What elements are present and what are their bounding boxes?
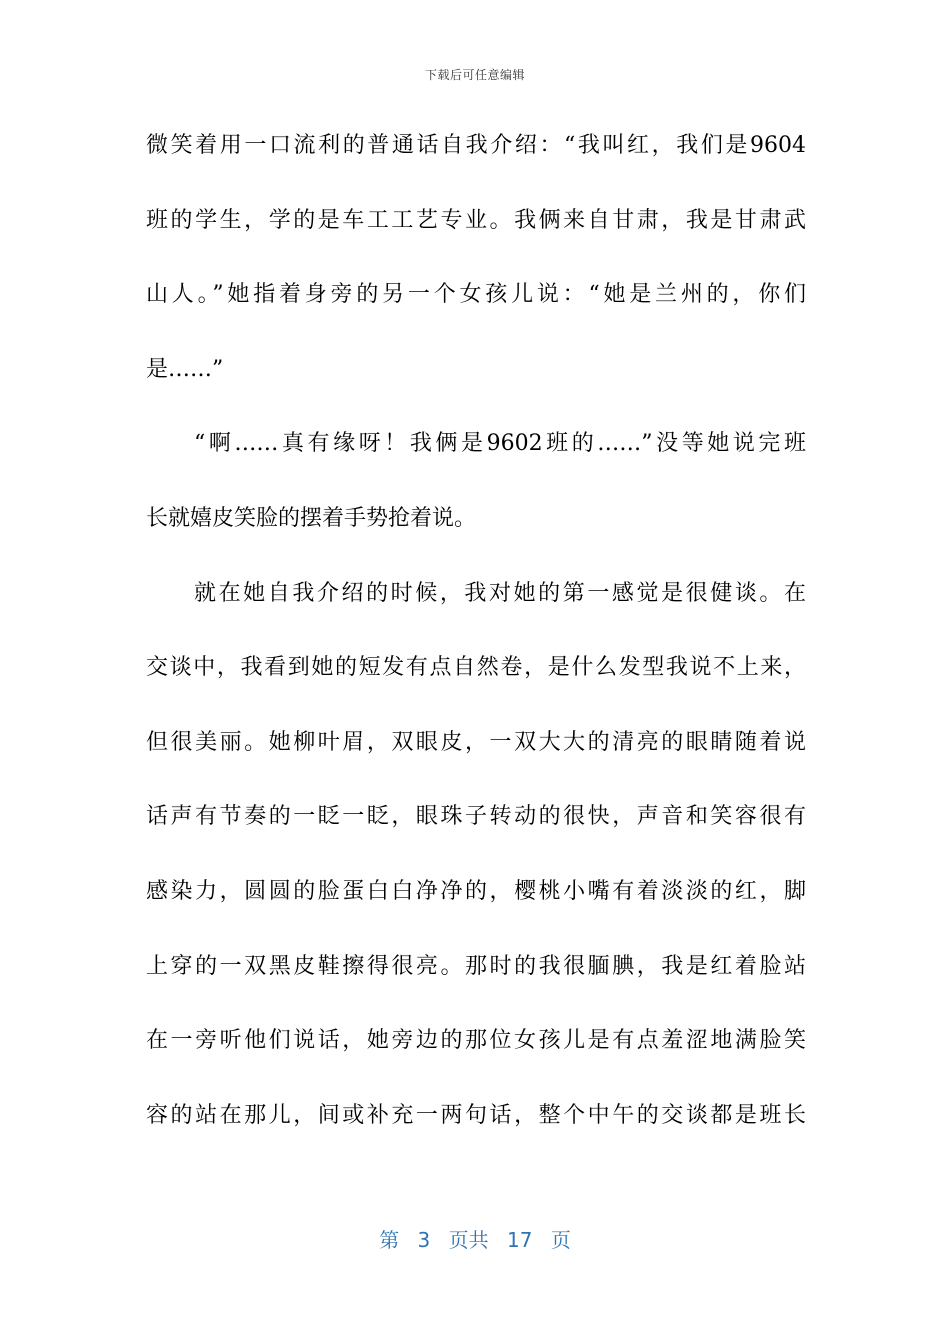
text-line: 交谈中，我看到她的短发有点自然卷，是什么发型我说不上来， xyxy=(146,655,806,681)
page-current: 3 xyxy=(417,1228,431,1252)
page-total: 17 xyxy=(507,1228,533,1252)
text-line: 班的学生，学的是车工工艺专业。我俩来自甘肃，我是甘肃武 xyxy=(146,207,806,233)
page-prefix: 第 xyxy=(379,1228,400,1252)
text-line: 话声有节奏的一眨一眨，眼珠子转动的很快，声音和笑容很有 xyxy=(146,804,806,830)
text-line: 是……” xyxy=(146,356,224,382)
text-line: 微笑着用一口流利的普通话自我介绍：“我叫红，我们是9604 xyxy=(146,133,806,158)
text-line: 就在她自我介绍的时候，我对她的第一感觉是很健谈。在 xyxy=(194,580,806,606)
text-line: “啊……真有缘呀！我俩是9602班的……”没等她说完班 xyxy=(194,431,806,457)
text-line: 容的站在那儿，间或补充一两句话，整个中午的交谈都是班长 xyxy=(146,1102,806,1128)
text-line: 在一旁听他们说话，她旁边的那位女孩儿是有点羞涩地满脸笑 xyxy=(146,1028,806,1054)
text-line: 山人。”她指着身旁的另一个女孩儿说：“她是兰州的，你们 xyxy=(146,282,806,308)
page-suffix: 页 xyxy=(550,1228,571,1252)
text-line: 长就嬉皮笑脸的摆着手势抢着说。 xyxy=(146,505,477,531)
text-line: 上穿的一双黑皮鞋擦得很亮。那时的我很腼腆，我是红着脸站 xyxy=(146,953,806,979)
page-number-footer xyxy=(0,1224,950,1253)
document-body xyxy=(146,120,806,1164)
text-line: 但很美丽。她柳叶眉，双眼皮，一双大大的清亮的眼睛随着说 xyxy=(146,729,806,755)
page-mid: 页共 xyxy=(448,1228,489,1252)
header-note: 下载后可任意编辑 xyxy=(424,68,525,82)
text-line: 感染力，圆圆的脸蛋白白净净的，樱桃小嘴有着淡淡的红，脚 xyxy=(146,878,806,904)
